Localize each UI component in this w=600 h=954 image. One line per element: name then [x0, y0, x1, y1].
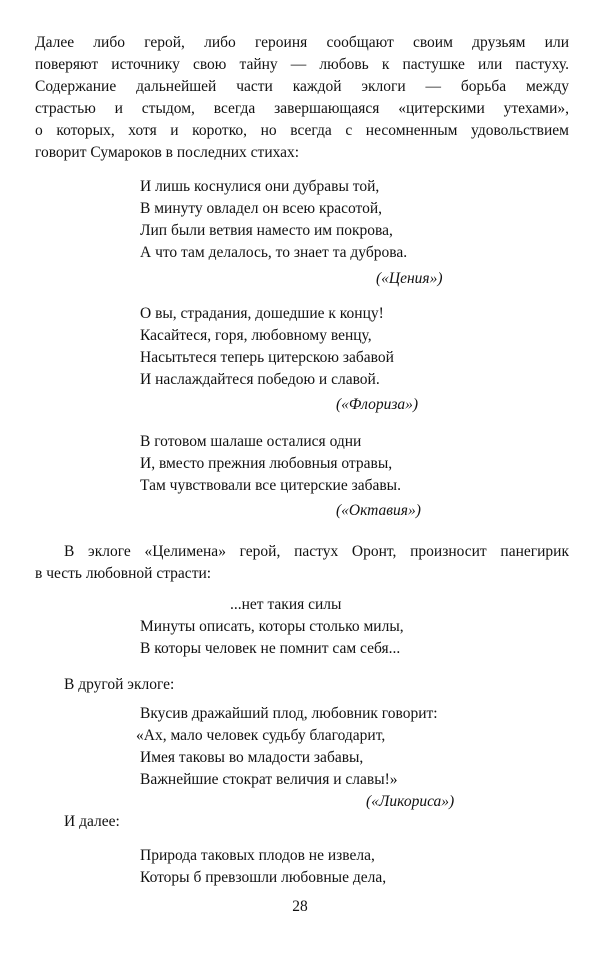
text-line: В другой эклоге: [64, 676, 175, 693]
verse-line: Там чувствовали все цитерские забавы. [140, 477, 401, 494]
verse-line: Имея таковы во младости забавы, [140, 749, 364, 766]
paragraph-line: в честь любовной страсти: [35, 565, 212, 582]
paragraph-line: поверяют источнику свою тайну — любовь к пастушке или пастуху. [35, 56, 569, 73]
paragraph-line: Содержание дальнейшей части каждой эклоги — борьба между [35, 78, 569, 95]
paragraph-line: В эклоге «Целимена» герой, пастух Оронт, произносит панегирик [64, 543, 569, 560]
verse-line: Природа таковых плодов не извела, [140, 847, 375, 864]
paragraph-line: говорит Сумароков в последних стихах: [35, 144, 300, 161]
verse-line: Минуты описать, которы столько милы, [140, 618, 404, 635]
paragraph-line: о которых, хотя и коротко, но всегда с несомненным удовольствием [35, 122, 569, 139]
verse-line: Лип были ветвия наместо им покрова, [140, 222, 393, 239]
verse-line: И, вместо прежния любовныя отравы, [140, 455, 393, 472]
paragraph-line: Далее либо герой, либо героиня сообщают своим друзьям или [35, 34, 569, 51]
verse-line: И наслаждайтеся победою и славой. [140, 371, 380, 388]
attribution: («Октавия») [336, 502, 421, 519]
page-number: 28 [292, 898, 308, 915]
verse-line: Касайтеся, горя, любовному венцу, [140, 327, 372, 344]
verse-line: В минуту овладел он всею красотой, [140, 200, 383, 217]
text-line: И далее: [64, 813, 120, 830]
verse-line: Которы б превзошли любовные дела, [140, 869, 387, 886]
verse-line: «Ах, мало человек судьбу благодарит, [136, 727, 386, 744]
verse-line: Насытьтеся теперь цитерскою забавой [140, 349, 394, 366]
verse-line: В которы человек не помнит сам себя... [140, 640, 401, 657]
verse-line: ...нет такия силы [230, 596, 342, 613]
verse-line: И лишь коснулися они дубравы той, [140, 178, 380, 195]
attribution: («Ликориса») [366, 793, 455, 810]
attribution: («Флориза») [336, 396, 419, 413]
verse-line: В готовом шалаше осталися одни [140, 433, 362, 450]
verse-line: Важнейшие стократ величия и славы!» [140, 771, 398, 788]
verse-line: А что там делалось, то знает та дуброва. [140, 244, 408, 261]
verse-line: Вкусив дражайший плод, любовник говорит: [140, 705, 438, 722]
verse-line: О вы, страдания, дошедшие к концу! [140, 305, 384, 322]
attribution: («Цения») [376, 270, 443, 287]
paragraph-line: страстью и стыдом, всегда завершающаяся «цитерскими утехами», [35, 100, 569, 117]
